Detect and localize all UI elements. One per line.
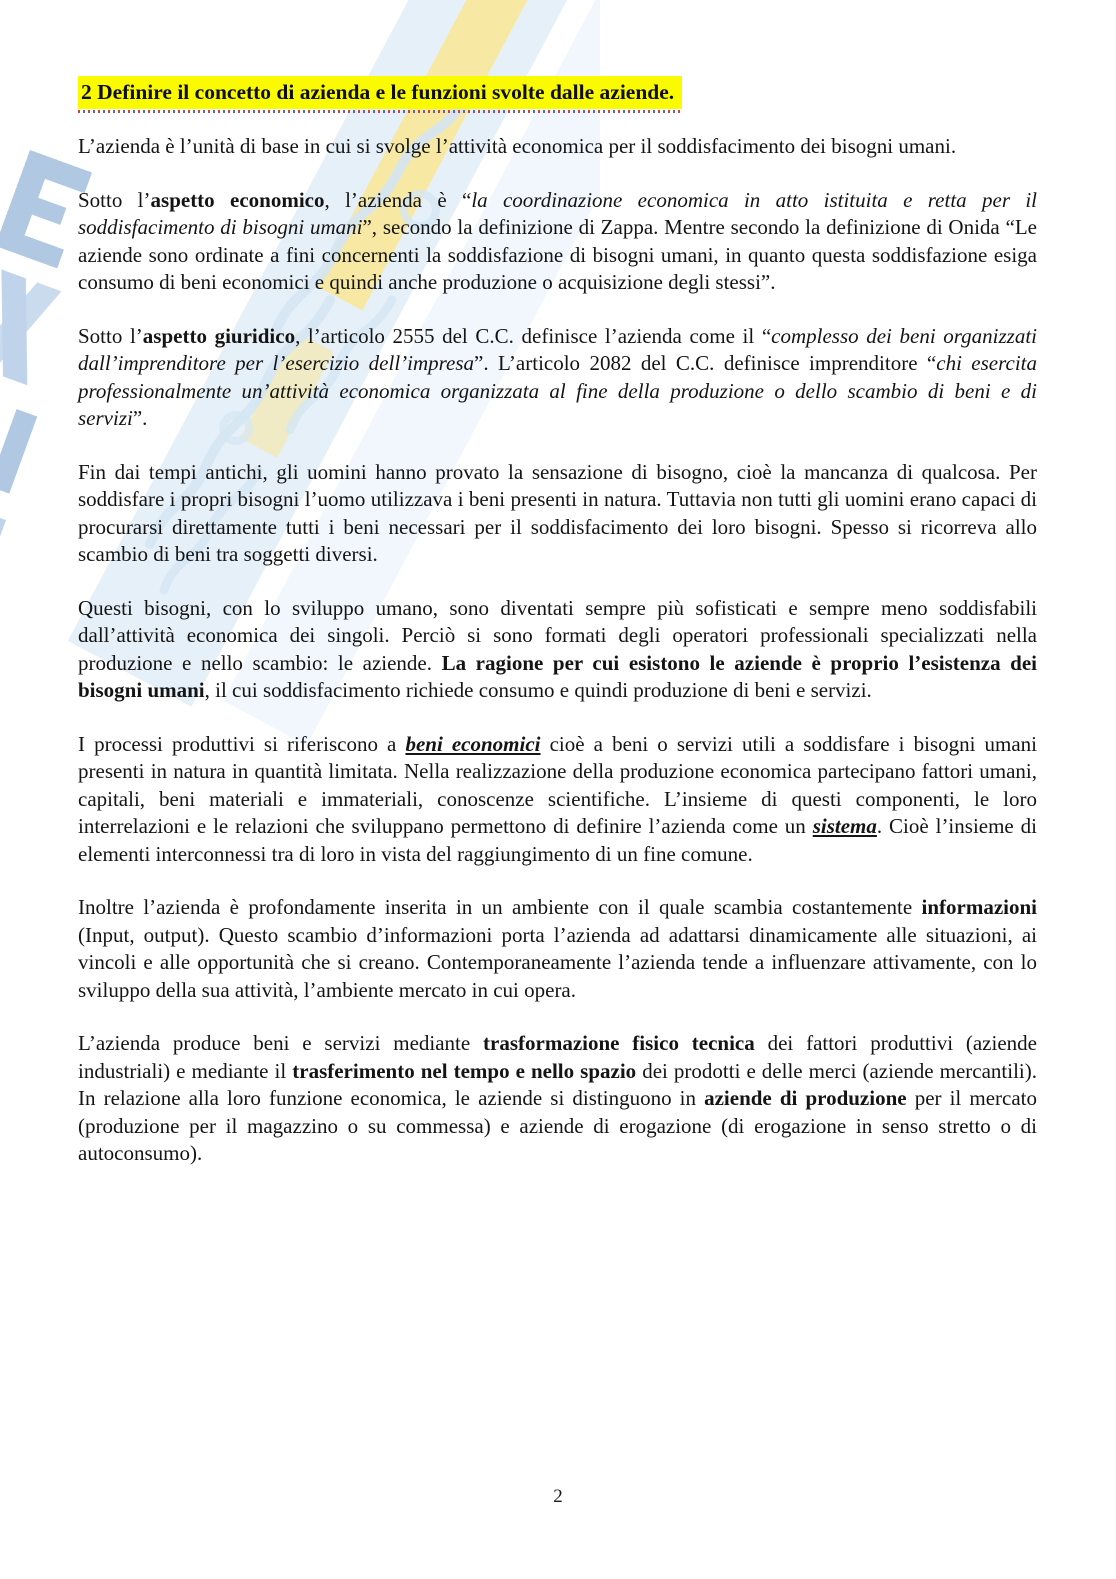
text-run: aziende di produzione [704,1086,907,1111]
document-body [78,133,1037,1168]
text-run: Questi bisogni, con lo sviluppo umano, sono diventati sempre più sofisticati e sempre meno soddisfabili dall’attività economica dei singoli. Perciò si sono formati degli operatori professionali specializzati nella produzione e nello scambio: le aziende. [78,595,1037,675]
text-run: . Cioè l’insieme di elementi interconnessi tra di loro in vista del raggiungimento di un fine comune. [78,814,1037,866]
document-content [78,76,1037,1194]
text-run: dei fattori produttivi (aziende industriali) e mediante il [78,1031,1037,1083]
page-number: 2 [553,1486,563,1507]
text-run: La ragione per cui esistono le aziende è proprio l’esistenza dei bisogni umani [78,650,1037,703]
text-run: , l’azienda è “ [324,187,472,212]
text-run: aspetto giuridico [142,323,296,348]
text-run: complesso dei beni organizzati dall’imprenditore per l’esercizio dell’impresa [78,323,1038,376]
text-run: , il cui soddisfacimento richiede consumo e quindi produzione di beni e servizi. [204,678,872,703]
text-run: Fin dai tempi antichi, gli uomini hanno provato la sensazione di bisogno, cioè la mancanza di qualcosa. Per soddisfare i propri bisogni l’uomo utilizzava i beni presenti in natura. Tuttavia non tutti gli uomini erano capaci di procurarsi direttamente tutti i beni necessari per il soddisfacimento dei loro bisogni. Spesso si ricorreva allo scambio di beni tra soggetti diversi. [78,459,1037,567]
text-run: Inoltre l’azienda è profondamente inserita in un ambiente con il quale scambia costantemente [78,895,922,920]
text-run: beni economici [405,731,541,756]
paragraph [78,1030,1037,1168]
text-run: Sotto l’ [78,323,143,348]
text-run: aspetto economico [150,187,325,212]
text-run: ”, secondo la definizione di Zappa. Mentre secondo la definizione di Onida “Le aziende sono ordinate a fini concernenti la soddisfazione di bisogni umani, in quanto questa soddisfazione esiga consumo di beni economici e quindi anche produzione o acquisizione degli stessi”. [78,215,1037,295]
text-run: chi esercita professionalmente un’attività economica organizzata al fine della produzione o dello scambio di beni e di servizi [78,351,1038,431]
text-run: trasferimento nel tempo e nello spazio [292,1058,637,1083]
question-title-block [78,76,682,113]
text-run: per il mercato (produzione per il magazzino o su commessa) e aziende di erogazione (di erogazione in senso stretto o di autoconsumo). [78,1086,1037,1166]
text-run: cioè a beni o servizi utili a soddisfare i bisogni umani presenti in natura in quantità limitata. Nella realizzazione della produzione economica partecipano fattori umani, capitali, beni materiali e immateriali, conoscenze scientifiche. L’insieme di questi componenti, le loro interrelazioni e le relazioni che sviluppano permettono di definire l’azienda come un [78,731,1038,839]
text-run: informazioni [921,895,1037,920]
text-run: ”. [132,406,148,431]
text-run: ”. L’articolo 2082 del C.C. definisce imprenditore “ [474,351,937,376]
text-run: trasformazione fisico tecnica [483,1031,755,1056]
paragraph [78,731,1037,869]
paragraph [78,459,1037,569]
paragraph [78,323,1037,433]
paragraph [78,894,1037,1004]
text-run: L’azienda produce beni e servizi mediante [78,1031,484,1056]
paragraph [78,595,1037,705]
paragraph [78,133,1037,161]
text-run: Sotto l’ [78,187,151,212]
text-run: dei prodotti e delle merci (aziende mercantili). In relazione alla loro funzione economica, le aziende si distinguono in [78,1058,1037,1111]
text-run: (Input, output). Questo scambio d’informazioni porta l’azienda ad adattarsi dinamicamente alle situazioni, ai vincoli e alle opportunità che si creano. Contemporaneamente l’azienda tende a influenzare attivamente, con lo sviluppo della sua attività, l’ambiente mercato in cui opera. [78,922,1037,1002]
text-run: , l’articolo 2555 del C.C. definisce l’azienda come il “ [295,323,772,348]
text-run: sistema [812,814,877,839]
text-run: I processi produttivi si riferiscono a [78,731,406,756]
paragraph [78,187,1037,297]
text-run: L’azienda è l’unità di base in cui si svolge l’attività economica per il soddisfacimento dei bisogni umani. [78,134,957,159]
title-dotted-underline [78,110,682,113]
question-title: 2 Definire il concetto di azienda e le funzioni svolte dalle aziende. [78,76,682,109]
text-run: la coordinazione economica in atto istituita e retta per il soddisfacimento di bisogni umani [78,187,1037,240]
